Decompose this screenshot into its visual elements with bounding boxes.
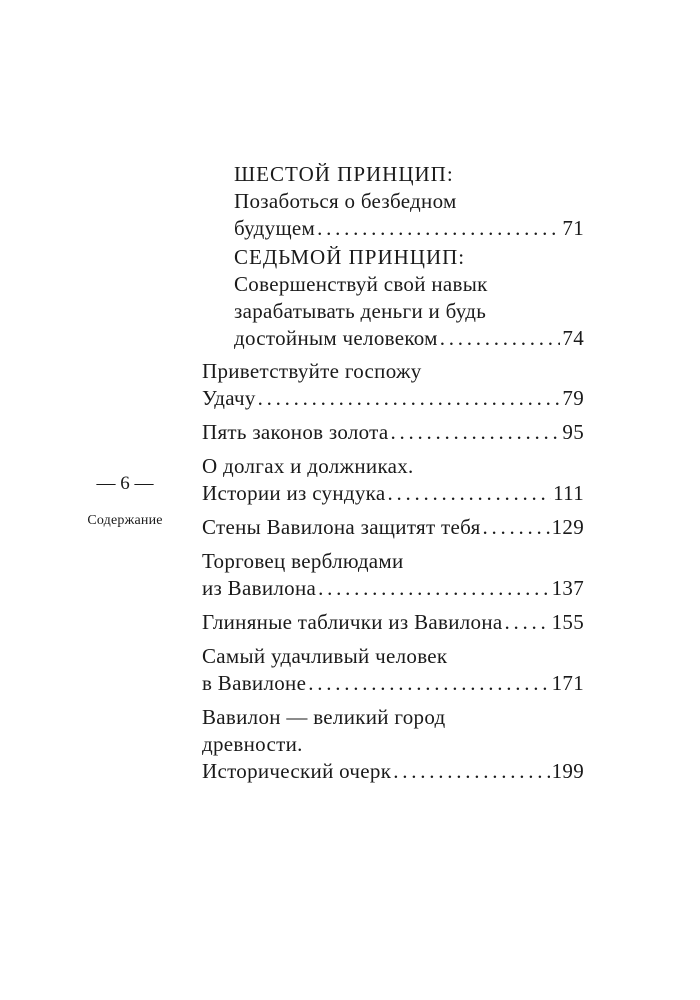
leader-dots: [387, 480, 551, 507]
toc-line-last: [202, 385, 584, 412]
toc-page-number: 129: [551, 515, 584, 539]
toc-text: Торговец верблюдами: [202, 549, 404, 573]
toc-text: Исторический очерк: [202, 759, 392, 783]
toc-entry[interactable]: [202, 548, 584, 602]
toc-page-number: 111: [553, 481, 584, 505]
toc-text: Самый удачливый человек: [202, 644, 448, 668]
leader-dots: [393, 758, 549, 785]
toc-entry[interactable]: [202, 609, 584, 636]
toc-entry[interactable]: [202, 704, 584, 785]
toc-line-last: [202, 514, 584, 541]
toc-text: Приветствуйте госпожу: [202, 359, 422, 383]
toc-page-number: 171: [551, 671, 584, 695]
toc-entry[interactable]: [202, 514, 584, 541]
toc-line: [202, 643, 584, 670]
leader-dots: [505, 609, 550, 636]
toc-line: [202, 704, 584, 731]
toc-text: в Вавилоне: [202, 671, 307, 695]
toc-line: [202, 548, 584, 575]
toc-text: О долгах и должниках.: [202, 454, 414, 478]
leader-dots: [440, 325, 561, 352]
leader-dots: [308, 670, 549, 697]
toc-text: Вавилон — великий город: [202, 705, 446, 729]
toc-line-last: [202, 419, 584, 446]
toc-line-last: [202, 758, 584, 785]
toc-text: Совершенствуй свой навык: [234, 272, 488, 296]
toc-text: древности.: [202, 732, 303, 756]
toc-line-last: [202, 575, 584, 602]
toc-page-number: 155: [551, 610, 584, 634]
table-of-contents: [202, 161, 584, 792]
toc-page-number: 95: [562, 420, 584, 444]
toc-page-number: 74: [562, 326, 584, 350]
toc-line: [234, 188, 584, 215]
leader-dots: [391, 419, 561, 446]
leader-dots: [317, 215, 560, 242]
toc-line: [234, 271, 584, 298]
toc-entry[interactable]: [202, 419, 584, 446]
toc-page-number: 79: [562, 386, 584, 410]
toc-text: Истории из сундука: [202, 481, 386, 505]
toc-heading: СЕДЬМОЙ ПРИНЦИП:: [234, 245, 466, 269]
toc-line: [202, 731, 584, 758]
toc-page-number: 71: [562, 216, 584, 240]
toc-text: зарабатывать деньги и будь: [234, 299, 487, 323]
toc-line: [234, 298, 584, 325]
toc-text: Стены Вавилона защитят тебя: [202, 515, 481, 539]
toc-text: Пять законов золота: [202, 420, 389, 444]
toc-text: достойным человеком: [234, 326, 438, 350]
toc-line-last: [202, 480, 584, 507]
toc-line: [202, 453, 584, 480]
toc-entry-seventh-principle[interactable]: [234, 244, 584, 352]
toc-text: Удачу: [202, 386, 256, 410]
toc-line-last: [234, 215, 584, 242]
page-number: — 6 —: [96, 473, 154, 494]
toc-page-number: 199: [551, 759, 584, 783]
toc-entry[interactable]: [202, 643, 584, 697]
toc-heading: ШЕСТОЙ ПРИНЦИП:: [234, 162, 454, 186]
leader-dots: [318, 575, 549, 602]
toc-line-last: [202, 670, 584, 697]
leader-dots: [258, 385, 561, 412]
toc-entry-sixth-principle[interactable]: [234, 161, 584, 242]
toc-page-number: 137: [551, 576, 584, 600]
leader-dots: [483, 514, 550, 541]
toc-text: Позаботься о безбедном: [234, 189, 457, 213]
toc-text: будущем: [234, 216, 316, 240]
toc-entry[interactable]: [202, 453, 584, 507]
toc-line: [202, 358, 584, 385]
toc-entry[interactable]: [202, 358, 584, 412]
toc-text: из Вавилона: [202, 576, 317, 600]
running-head: Содержание: [87, 513, 163, 528]
toc-line-last: [202, 609, 584, 636]
toc-line-last: [234, 325, 584, 352]
toc-text: Глиняные таблички из Вавилона: [202, 610, 503, 634]
